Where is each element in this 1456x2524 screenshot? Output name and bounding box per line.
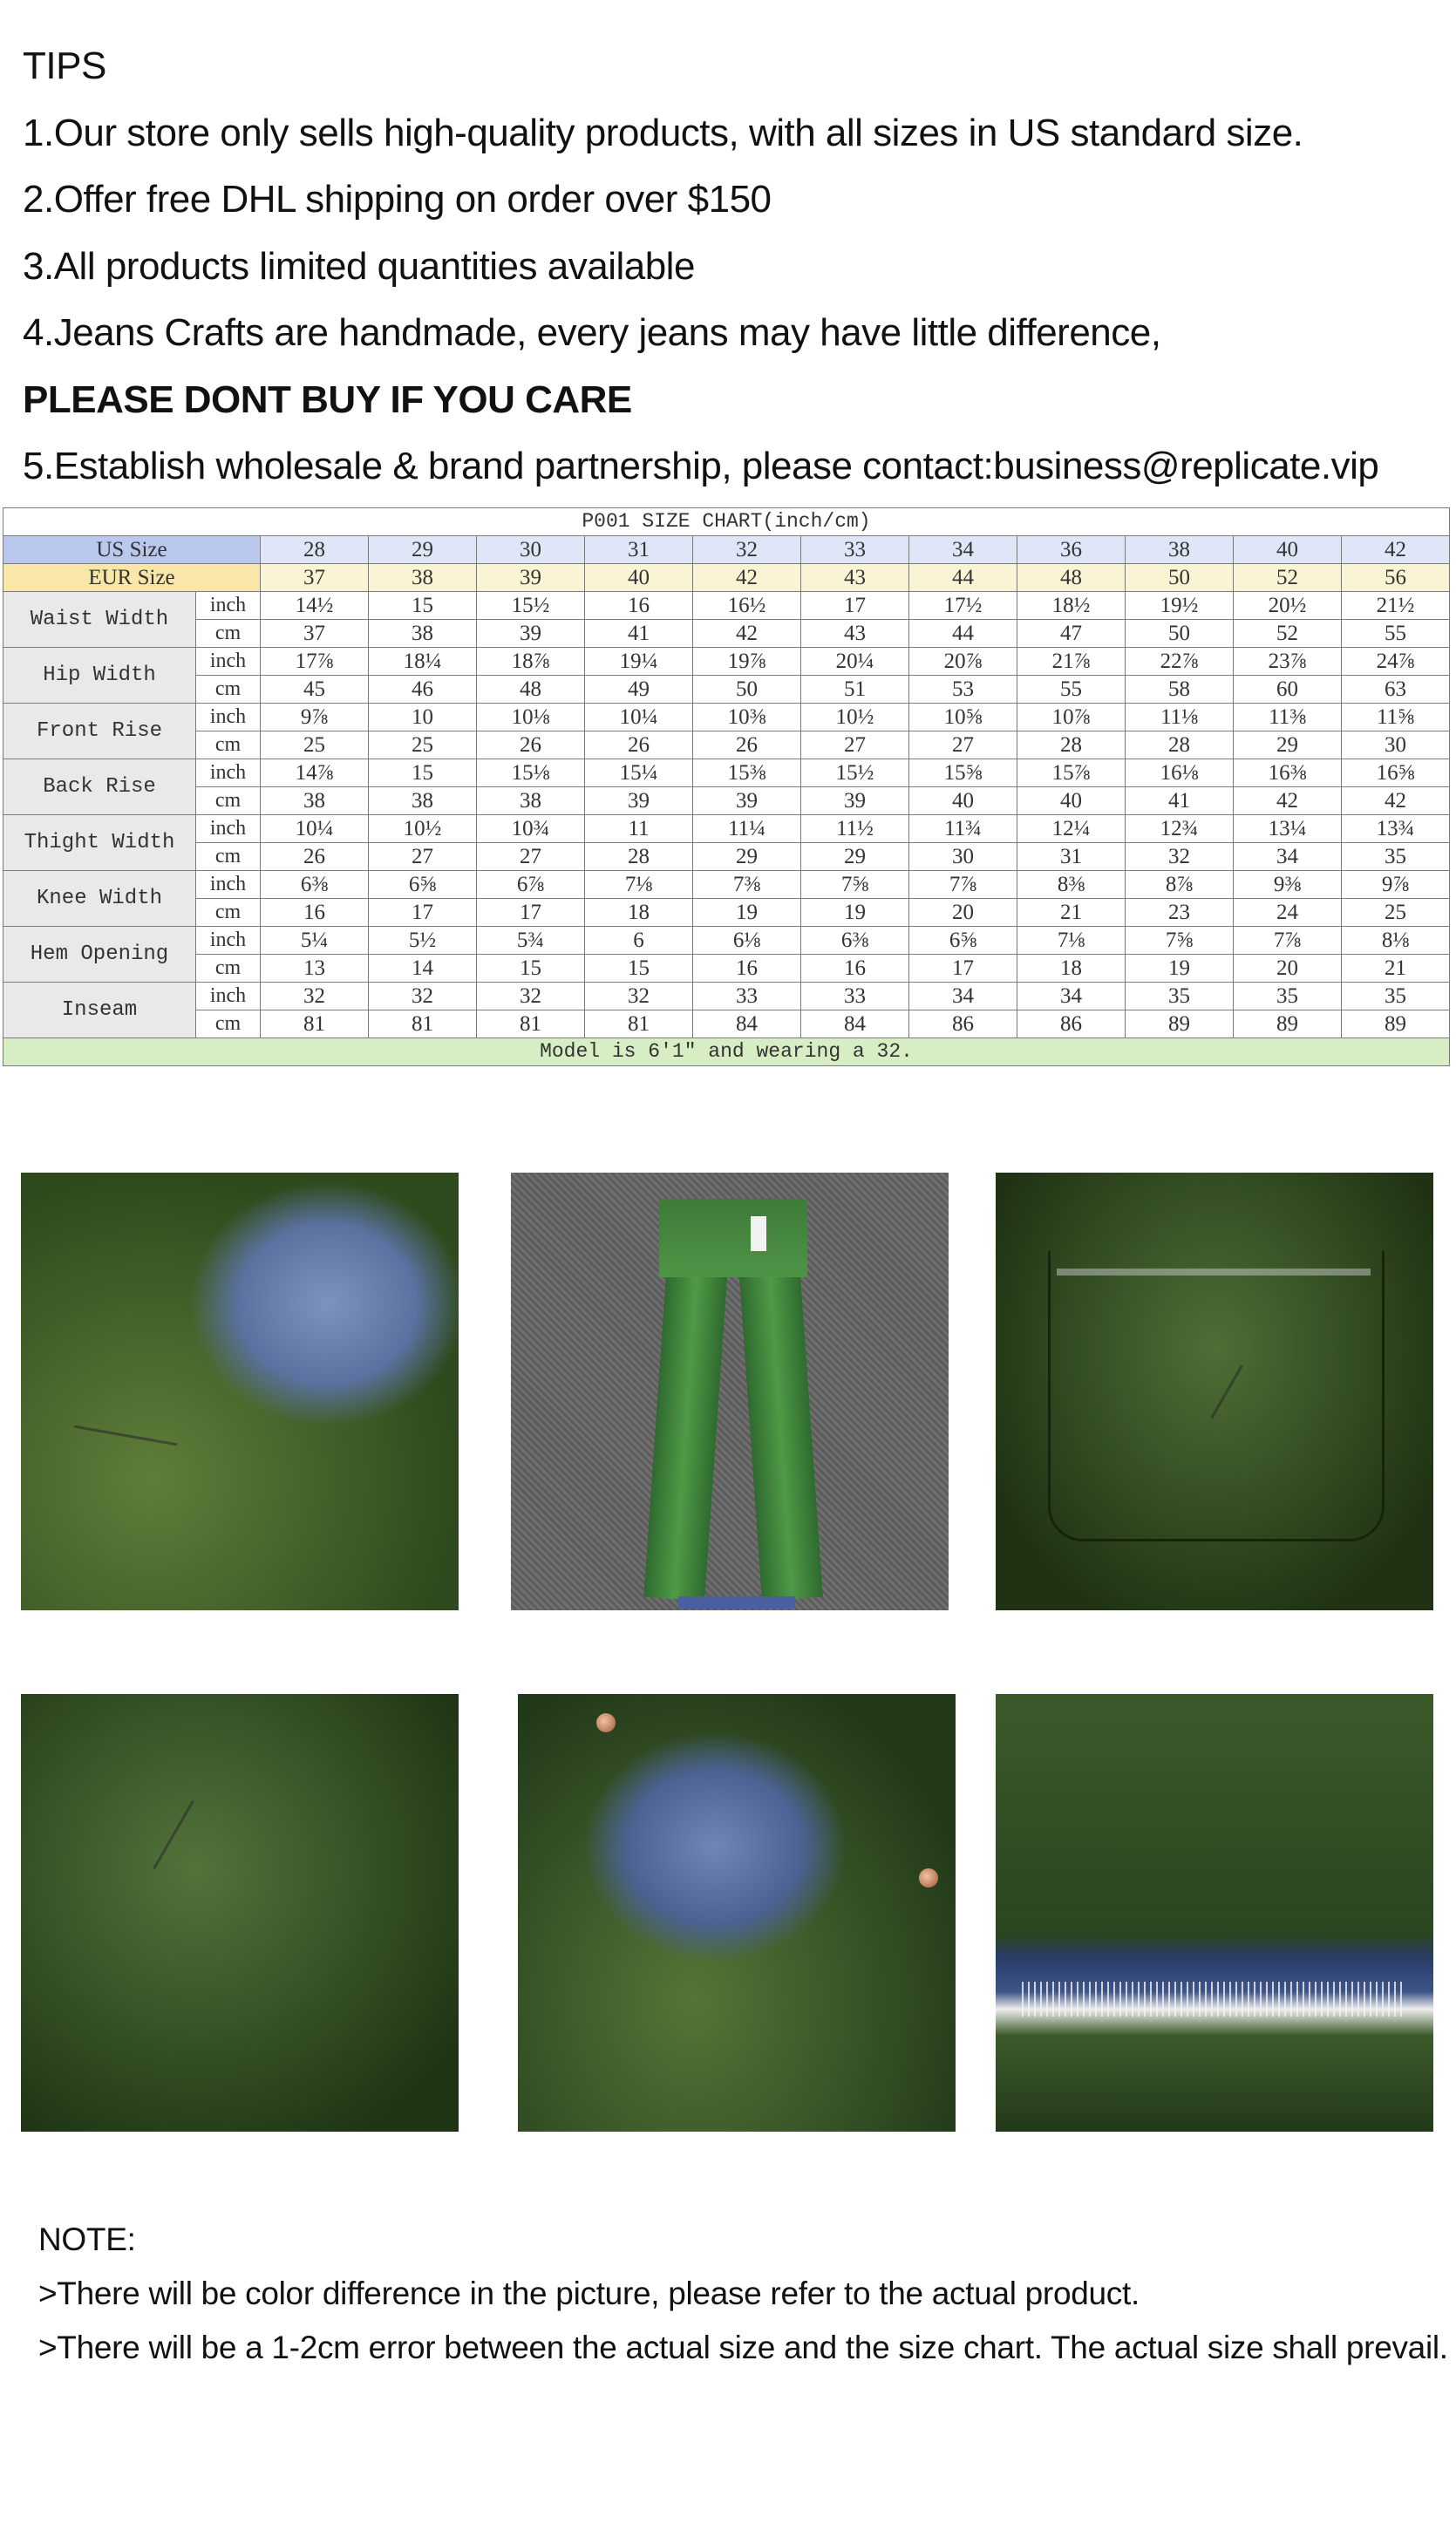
cm-value-cell: 37 [261, 620, 369, 648]
unit-label: cm [196, 1010, 261, 1038]
cm-value-cell: 20 [909, 899, 1017, 927]
unit-label: inch [196, 759, 261, 787]
cm-value-cell: 38 [261, 787, 369, 815]
inch-value-cell: 21½ [1342, 592, 1450, 620]
cm-value-cell: 63 [1342, 676, 1450, 704]
cm-value-cell: 35 [1342, 843, 1450, 871]
cm-value-cell: 20 [1234, 955, 1342, 983]
cm-value-cell: 39 [585, 787, 693, 815]
cm-value-cell: 42 [1342, 787, 1450, 815]
tips-section [23, 33, 1444, 500]
distressed-detail-photo [21, 1694, 459, 2132]
cm-value-cell: 84 [801, 1010, 909, 1038]
cm-value-cell: 29 [1234, 731, 1342, 759]
inch-value-cell: 6⅝ [909, 927, 1017, 955]
unit-label: inch [196, 648, 261, 676]
inch-value-cell: 15 [369, 759, 477, 787]
cm-value-cell: 48 [477, 676, 585, 704]
cm-value-cell: 18 [1017, 955, 1126, 983]
inch-value-cell: 10⅞ [1017, 704, 1126, 731]
tip-line-4: 4.Jeans Crafts are handmade, every jeans may have little difference, [23, 311, 1161, 354]
note-line-1: >There will be color difference in the picture, please refer to the actual product. [38, 2276, 1140, 2311]
cm-value-cell: 81 [585, 1010, 693, 1038]
measurement-label: Hip Width [3, 648, 196, 704]
note-line-2: >There will be a 1-2cm error between the actual size and the size chart. The actual size shall prevail. [38, 2330, 1448, 2365]
inch-value-cell: 7⅞ [909, 871, 1017, 899]
cm-value-cell: 29 [693, 843, 801, 871]
cm-value-cell: 89 [1234, 1010, 1342, 1038]
cm-value-cell: 38 [369, 787, 477, 815]
cm-value-cell: 14 [369, 955, 477, 983]
note-heading: NOTE: [38, 2221, 136, 2257]
measurement-cm-row [3, 731, 1450, 759]
inch-value-cell: 16½ [693, 592, 801, 620]
inch-value-cell: 18⅞ [477, 648, 585, 676]
cm-value-cell: 32 [1126, 843, 1234, 871]
cm-value-cell: 49 [585, 676, 693, 704]
measurement-cm-row [3, 1010, 1450, 1038]
eur-size-label: EUR Size [3, 564, 261, 592]
cm-value-cell: 19 [693, 899, 801, 927]
unit-label: cm [196, 955, 261, 983]
eur-size-cell: 37 [261, 564, 369, 592]
inch-value-cell: 20¼ [801, 648, 909, 676]
cm-value-cell: 17 [369, 899, 477, 927]
inch-value-cell: 22⅞ [1126, 648, 1234, 676]
cm-value-cell: 26 [585, 731, 693, 759]
cm-value-cell: 25 [369, 731, 477, 759]
cm-value-cell: 16 [261, 899, 369, 927]
measurement-label: Waist Width [3, 592, 196, 648]
cm-value-cell: 53 [909, 676, 1017, 704]
tip-contact: 5.Establish wholesale & brand partnership, please contact:business@replicate.vip [23, 445, 1379, 487]
cm-value-cell: 41 [1126, 787, 1234, 815]
measurement-cm-row [3, 899, 1450, 927]
measurement-inch-row [3, 759, 1450, 787]
us-size-cell: 28 [261, 536, 369, 564]
cm-value-cell: 15 [585, 955, 693, 983]
inch-value-cell: 14⅞ [261, 759, 369, 787]
measurement-inch-row [3, 704, 1450, 731]
inch-value-cell: 20½ [1234, 592, 1342, 620]
cm-value-cell: 27 [801, 731, 909, 759]
inch-value-cell: 19⅞ [693, 648, 801, 676]
inch-value-cell: 11⅝ [1342, 704, 1450, 731]
inch-value-cell: 17 [801, 592, 909, 620]
inch-value-cell: 6⅜ [261, 871, 369, 899]
eur-size-cell: 39 [477, 564, 585, 592]
inch-value-cell: 7⅜ [693, 871, 801, 899]
measurement-cm-row [3, 787, 1450, 815]
cm-value-cell: 31 [1017, 843, 1126, 871]
inch-value-cell: 19½ [1126, 592, 1234, 620]
inch-value-cell: 5½ [369, 927, 477, 955]
cm-value-cell: 27 [477, 843, 585, 871]
cm-value-cell: 40 [909, 787, 1017, 815]
cm-value-cell: 25 [261, 731, 369, 759]
cm-value-cell: 28 [1126, 731, 1234, 759]
chart-footnote-row [3, 1038, 1450, 1066]
inch-value-cell: 6⅜ [801, 927, 909, 955]
us-size-cell: 34 [909, 536, 1017, 564]
cm-value-cell: 16 [801, 955, 909, 983]
us-size-cell: 42 [1342, 536, 1450, 564]
cm-value-cell: 19 [801, 899, 909, 927]
measurement-label: Knee Width [3, 871, 196, 927]
cm-value-cell: 17 [909, 955, 1017, 983]
inch-value-cell: 6⅝ [369, 871, 477, 899]
eur-size-cell: 56 [1342, 564, 1450, 592]
inch-value-cell: 24⅞ [1342, 648, 1450, 676]
unit-label: cm [196, 899, 261, 927]
size-chart-table [3, 507, 1450, 1066]
inch-value-cell: 14½ [261, 592, 369, 620]
cm-value-cell: 41 [585, 620, 693, 648]
chart-title-row [3, 508, 1450, 536]
cm-value-cell: 39 [477, 620, 585, 648]
cm-value-cell: 21 [1017, 899, 1126, 927]
tip-warning: PLEASE DONT BUY IF YOU CARE [23, 378, 632, 421]
cm-value-cell: 39 [801, 787, 909, 815]
inch-value-cell: 10 [369, 704, 477, 731]
cm-value-cell: 28 [1017, 731, 1126, 759]
inch-value-cell: 34 [909, 983, 1017, 1010]
cm-value-cell: 50 [1126, 620, 1234, 648]
measurement-label: Front Rise [3, 704, 196, 759]
us-size-label: US Size [3, 536, 261, 564]
inch-value-cell: 10¾ [477, 815, 585, 843]
us-size-cell: 38 [1126, 536, 1234, 564]
eur-size-cell: 42 [693, 564, 801, 592]
us-size-cell: 31 [585, 536, 693, 564]
cm-value-cell: 18 [585, 899, 693, 927]
inch-value-cell: 8⅛ [1342, 927, 1450, 955]
inch-value-cell: 8⅜ [1017, 871, 1126, 899]
inch-value-cell: 10⅛ [477, 704, 585, 731]
unit-label: inch [196, 815, 261, 843]
inch-value-cell: 9⅜ [1234, 871, 1342, 899]
inch-value-cell: 11⅛ [1126, 704, 1234, 731]
inch-value-cell: 18¼ [369, 648, 477, 676]
cm-value-cell: 25 [1342, 899, 1450, 927]
inch-value-cell: 19¼ [585, 648, 693, 676]
measurement-label: Inseam [3, 983, 196, 1038]
inch-value-cell: 35 [1234, 983, 1342, 1010]
measurement-inch-row [3, 871, 1450, 899]
coin-pocket-rivet-photo [518, 1694, 956, 2132]
cm-value-cell: 21 [1342, 955, 1450, 983]
cm-value-cell: 30 [1342, 731, 1450, 759]
inch-value-cell: 9⅞ [1342, 871, 1450, 899]
inch-value-cell: 12¼ [1017, 815, 1126, 843]
unit-label: cm [196, 731, 261, 759]
inch-value-cell: 11¾ [909, 815, 1017, 843]
eur-size-cell: 48 [1017, 564, 1126, 592]
back-pocket-photo [996, 1173, 1433, 1610]
cm-value-cell: 42 [693, 620, 801, 648]
cm-value-cell: 58 [1126, 676, 1234, 704]
inch-value-cell: 6 [585, 927, 693, 955]
measurement-cm-row [3, 843, 1450, 871]
measurement-cm-row [3, 676, 1450, 704]
inch-value-cell: 15⅞ [1017, 759, 1126, 787]
inch-value-cell: 12¾ [1126, 815, 1234, 843]
front-pocket-closeup-photo [21, 1173, 459, 1610]
cm-value-cell: 47 [1017, 620, 1126, 648]
cm-value-cell: 44 [909, 620, 1017, 648]
unit-label: inch [196, 592, 261, 620]
inch-value-cell: 10⅝ [909, 704, 1017, 731]
eur-size-cell: 43 [801, 564, 909, 592]
frayed-hem-photo [996, 1694, 1433, 2132]
inch-value-cell: 34 [1017, 983, 1126, 1010]
cm-value-cell: 38 [477, 787, 585, 815]
tip-line-1: 1.Our store only sells high-quality products, with all sizes in US standard size. [23, 111, 1303, 154]
inch-value-cell: 33 [801, 983, 909, 1010]
inch-value-cell: 11½ [801, 815, 909, 843]
inch-value-cell: 20⅞ [909, 648, 1017, 676]
unit-label: inch [196, 927, 261, 955]
cm-value-cell: 45 [261, 676, 369, 704]
inch-value-cell: 16⅛ [1126, 759, 1234, 787]
cm-value-cell: 28 [585, 843, 693, 871]
cm-value-cell: 29 [801, 843, 909, 871]
cm-value-cell: 89 [1126, 1010, 1234, 1038]
cm-value-cell: 55 [1017, 676, 1126, 704]
inch-value-cell: 15¼ [585, 759, 693, 787]
cm-value-cell: 51 [801, 676, 909, 704]
inch-value-cell: 7⅝ [801, 871, 909, 899]
cm-value-cell: 50 [693, 676, 801, 704]
cm-value-cell: 15 [477, 955, 585, 983]
eur-size-row [3, 564, 1450, 592]
inch-value-cell: 10¼ [585, 704, 693, 731]
unit-label: cm [196, 787, 261, 815]
inch-value-cell: 6⅞ [477, 871, 585, 899]
us-size-cell: 32 [693, 536, 801, 564]
eur-size-cell: 44 [909, 564, 1017, 592]
unit-label: inch [196, 704, 261, 731]
inch-value-cell: 23⅞ [1234, 648, 1342, 676]
unit-label: cm [196, 620, 261, 648]
cm-value-cell: 27 [909, 731, 1017, 759]
inch-value-cell: 17½ [909, 592, 1017, 620]
cm-value-cell: 16 [693, 955, 801, 983]
inch-value-cell: 10¼ [261, 815, 369, 843]
cm-value-cell: 43 [801, 620, 909, 648]
inch-value-cell: 15 [369, 592, 477, 620]
inch-value-cell: 13¾ [1342, 815, 1450, 843]
inch-value-cell: 10½ [369, 815, 477, 843]
cm-value-cell: 89 [1342, 1010, 1450, 1038]
inch-value-cell: 5¾ [477, 927, 585, 955]
cm-value-cell: 30 [909, 843, 1017, 871]
cm-value-cell: 26 [261, 843, 369, 871]
eur-size-cell: 38 [369, 564, 477, 592]
inch-value-cell: 9⅞ [261, 704, 369, 731]
measurement-inch-row [3, 983, 1450, 1010]
cm-value-cell: 55 [1342, 620, 1450, 648]
inch-value-cell: 7⅝ [1126, 927, 1234, 955]
measurement-label: Back Rise [3, 759, 196, 815]
unit-label: inch [196, 983, 261, 1010]
inch-value-cell: 32 [477, 983, 585, 1010]
inch-value-cell: 33 [693, 983, 801, 1010]
inch-value-cell: 35 [1342, 983, 1450, 1010]
cm-value-cell: 13 [261, 955, 369, 983]
cm-value-cell: 86 [909, 1010, 1017, 1038]
inch-value-cell: 16⅜ [1234, 759, 1342, 787]
cm-value-cell: 52 [1234, 620, 1342, 648]
eur-size-cell: 52 [1234, 564, 1342, 592]
measurement-cm-row [3, 620, 1450, 648]
cm-value-cell: 81 [369, 1010, 477, 1038]
inch-value-cell: 15½ [801, 759, 909, 787]
us-size-row [3, 536, 1450, 564]
inch-value-cell: 10⅜ [693, 704, 801, 731]
inch-value-cell: 21⅞ [1017, 648, 1126, 676]
cm-value-cell: 81 [261, 1010, 369, 1038]
inch-value-cell: 17⅞ [261, 648, 369, 676]
cm-value-cell: 17 [477, 899, 585, 927]
cm-value-cell: 23 [1126, 899, 1234, 927]
measurement-inch-row [3, 592, 1450, 620]
inch-value-cell: 18½ [1017, 592, 1126, 620]
inch-value-cell: 8⅞ [1126, 871, 1234, 899]
inch-value-cell: 16 [585, 592, 693, 620]
cm-value-cell: 34 [1234, 843, 1342, 871]
us-size-cell: 33 [801, 536, 909, 564]
inch-value-cell: 5¼ [261, 927, 369, 955]
cm-value-cell: 26 [477, 731, 585, 759]
cm-value-cell: 24 [1234, 899, 1342, 927]
unit-label: cm [196, 843, 261, 871]
us-size-cell: 36 [1017, 536, 1126, 564]
note-section [38, 2213, 1451, 2375]
inch-value-cell: 13¼ [1234, 815, 1342, 843]
inch-value-cell: 32 [261, 983, 369, 1010]
tip-line-2: 2.Offer free DHL shipping on order over $150 [23, 178, 772, 221]
cm-value-cell: 84 [693, 1010, 801, 1038]
cm-value-cell: 39 [693, 787, 801, 815]
inch-value-cell: 11 [585, 815, 693, 843]
inch-value-cell: 16⅝ [1342, 759, 1450, 787]
inch-value-cell: 35 [1126, 983, 1234, 1010]
measurement-cm-row [3, 955, 1450, 983]
cm-value-cell: 42 [1234, 787, 1342, 815]
cm-value-cell: 60 [1234, 676, 1342, 704]
measurement-inch-row [3, 815, 1450, 843]
tip-line-3: 3.All products limited quantities available [23, 244, 695, 288]
cm-value-cell: 27 [369, 843, 477, 871]
cm-value-cell: 46 [369, 676, 477, 704]
unit-label: cm [196, 676, 261, 704]
inch-value-cell: 15⅝ [909, 759, 1017, 787]
inch-value-cell: 6⅛ [693, 927, 801, 955]
eur-size-cell: 40 [585, 564, 693, 592]
cm-value-cell: 40 [1017, 787, 1126, 815]
measurement-label: Hem Opening [3, 927, 196, 983]
unit-label: inch [196, 871, 261, 899]
inch-value-cell: 15⅜ [693, 759, 801, 787]
cm-value-cell: 19 [1126, 955, 1234, 983]
us-size-cell: 29 [369, 536, 477, 564]
inch-value-cell: 10½ [801, 704, 909, 731]
inch-value-cell: 32 [585, 983, 693, 1010]
full-jeans-photo [511, 1173, 949, 1610]
inch-value-cell: 15⅛ [477, 759, 585, 787]
inch-value-cell: 15½ [477, 592, 585, 620]
cm-value-cell: 26 [693, 731, 801, 759]
chart-footnote: Model is 6′1″ and wearing a 32. [3, 1038, 1450, 1066]
cm-value-cell: 38 [369, 620, 477, 648]
us-size-cell: 30 [477, 536, 585, 564]
inch-value-cell: 7⅞ [1234, 927, 1342, 955]
inch-value-cell: 11¼ [693, 815, 801, 843]
inch-value-cell: 7⅛ [585, 871, 693, 899]
tips-heading: TIPS [23, 44, 106, 87]
measurement-inch-row [3, 648, 1450, 676]
inch-value-cell: 7⅛ [1017, 927, 1126, 955]
measurement-label: Thight Width [3, 815, 196, 871]
eur-size-cell: 50 [1126, 564, 1234, 592]
cm-value-cell: 86 [1017, 1010, 1126, 1038]
inch-value-cell: 32 [369, 983, 477, 1010]
measurement-inch-row [3, 927, 1450, 955]
cm-value-cell: 81 [477, 1010, 585, 1038]
us-size-cell: 40 [1234, 536, 1342, 564]
chart-title: P001 SIZE CHART(inch/cm) [3, 508, 1450, 536]
inch-value-cell: 11⅜ [1234, 704, 1342, 731]
